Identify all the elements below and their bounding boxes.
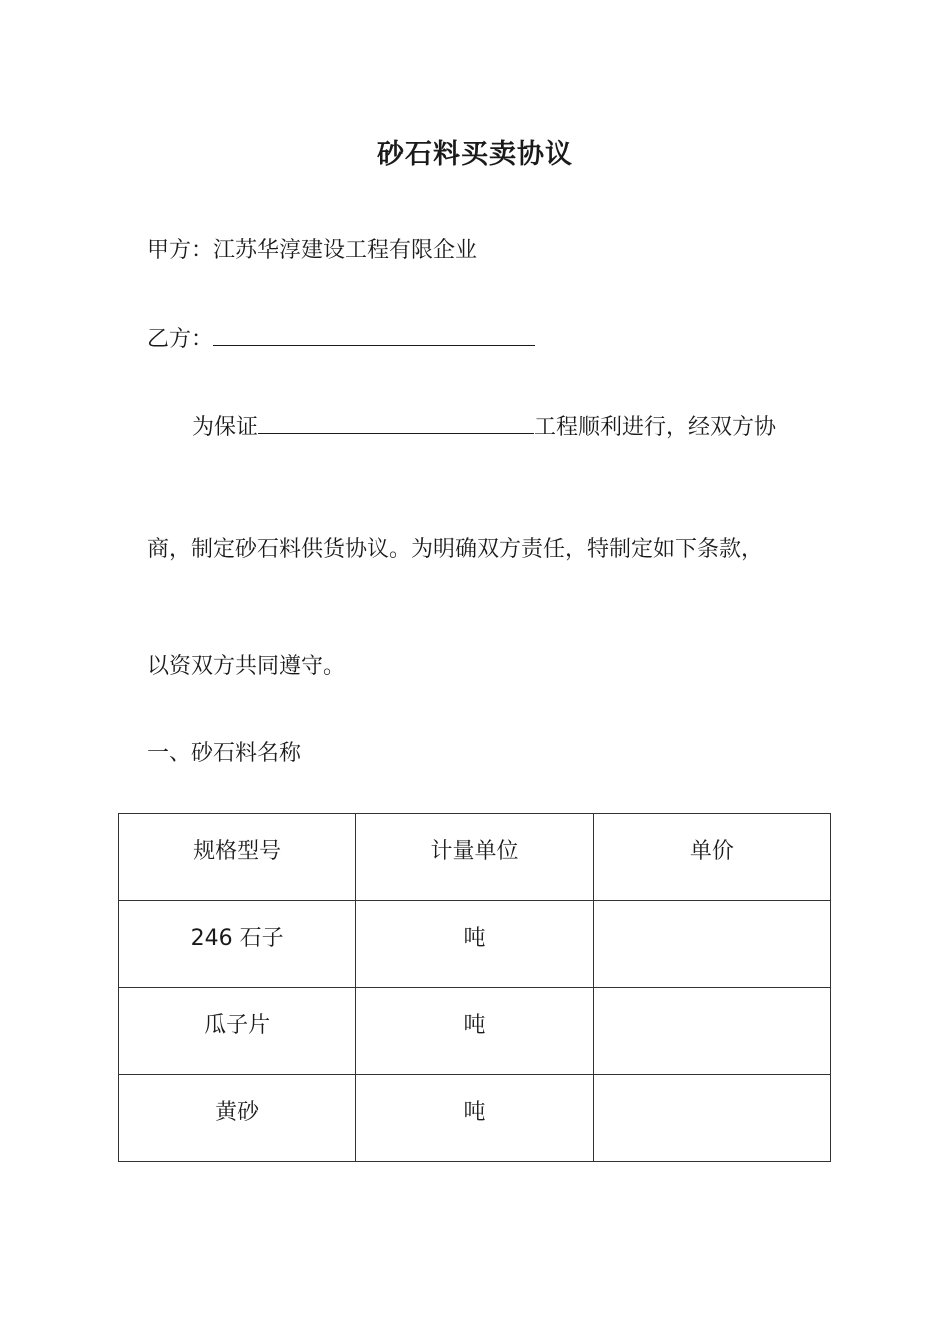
price-cell[interactable] — [593, 988, 830, 1075]
document-title: 砂石料买卖协议 — [377, 139, 573, 170]
spec-cell: 246 石子 — [119, 901, 356, 988]
party-a-line: 甲方：江苏华淳建设工程有限企业 — [147, 238, 478, 263]
unit-cell: 吨 — [356, 901, 593, 988]
paragraph-line-2: 商，制定砂石料供货协议。为明确双方责任，特制定如下条款， — [147, 537, 764, 562]
paragraph-line-3: 以资双方共同遵守。 — [147, 654, 346, 679]
para-prefix: 为保证 — [192, 415, 259, 440]
party-b-blank[interactable] — [213, 323, 535, 346]
unit-cell: 吨 — [356, 988, 593, 1075]
table-row — [119, 988, 831, 1075]
paragraph-line-1 — [192, 410, 776, 441]
header-cell: 单价 — [593, 814, 830, 901]
table-row — [119, 901, 831, 988]
spec-cell: 黄砂 — [119, 1075, 356, 1162]
table-row — [119, 1075, 831, 1162]
table-header-row — [119, 814, 831, 901]
price-cell[interactable] — [593, 901, 830, 988]
unit-cell: 吨 — [356, 1075, 593, 1162]
section-1-heading: 一、砂石料名称 — [147, 741, 302, 766]
price-cell[interactable] — [593, 1075, 830, 1162]
project-name-blank[interactable] — [258, 411, 534, 434]
header-cell: 规格型号 — [119, 814, 356, 901]
para-suffix: 工程顺利进行，经双方协 — [534, 415, 777, 440]
materials-table — [118, 813, 831, 1162]
spec-cell: 瓜子片 — [119, 988, 356, 1075]
header-cell: 计量单位 — [356, 814, 593, 901]
party-b-label: 乙方： — [147, 327, 214, 352]
party-b-line — [147, 322, 535, 353]
